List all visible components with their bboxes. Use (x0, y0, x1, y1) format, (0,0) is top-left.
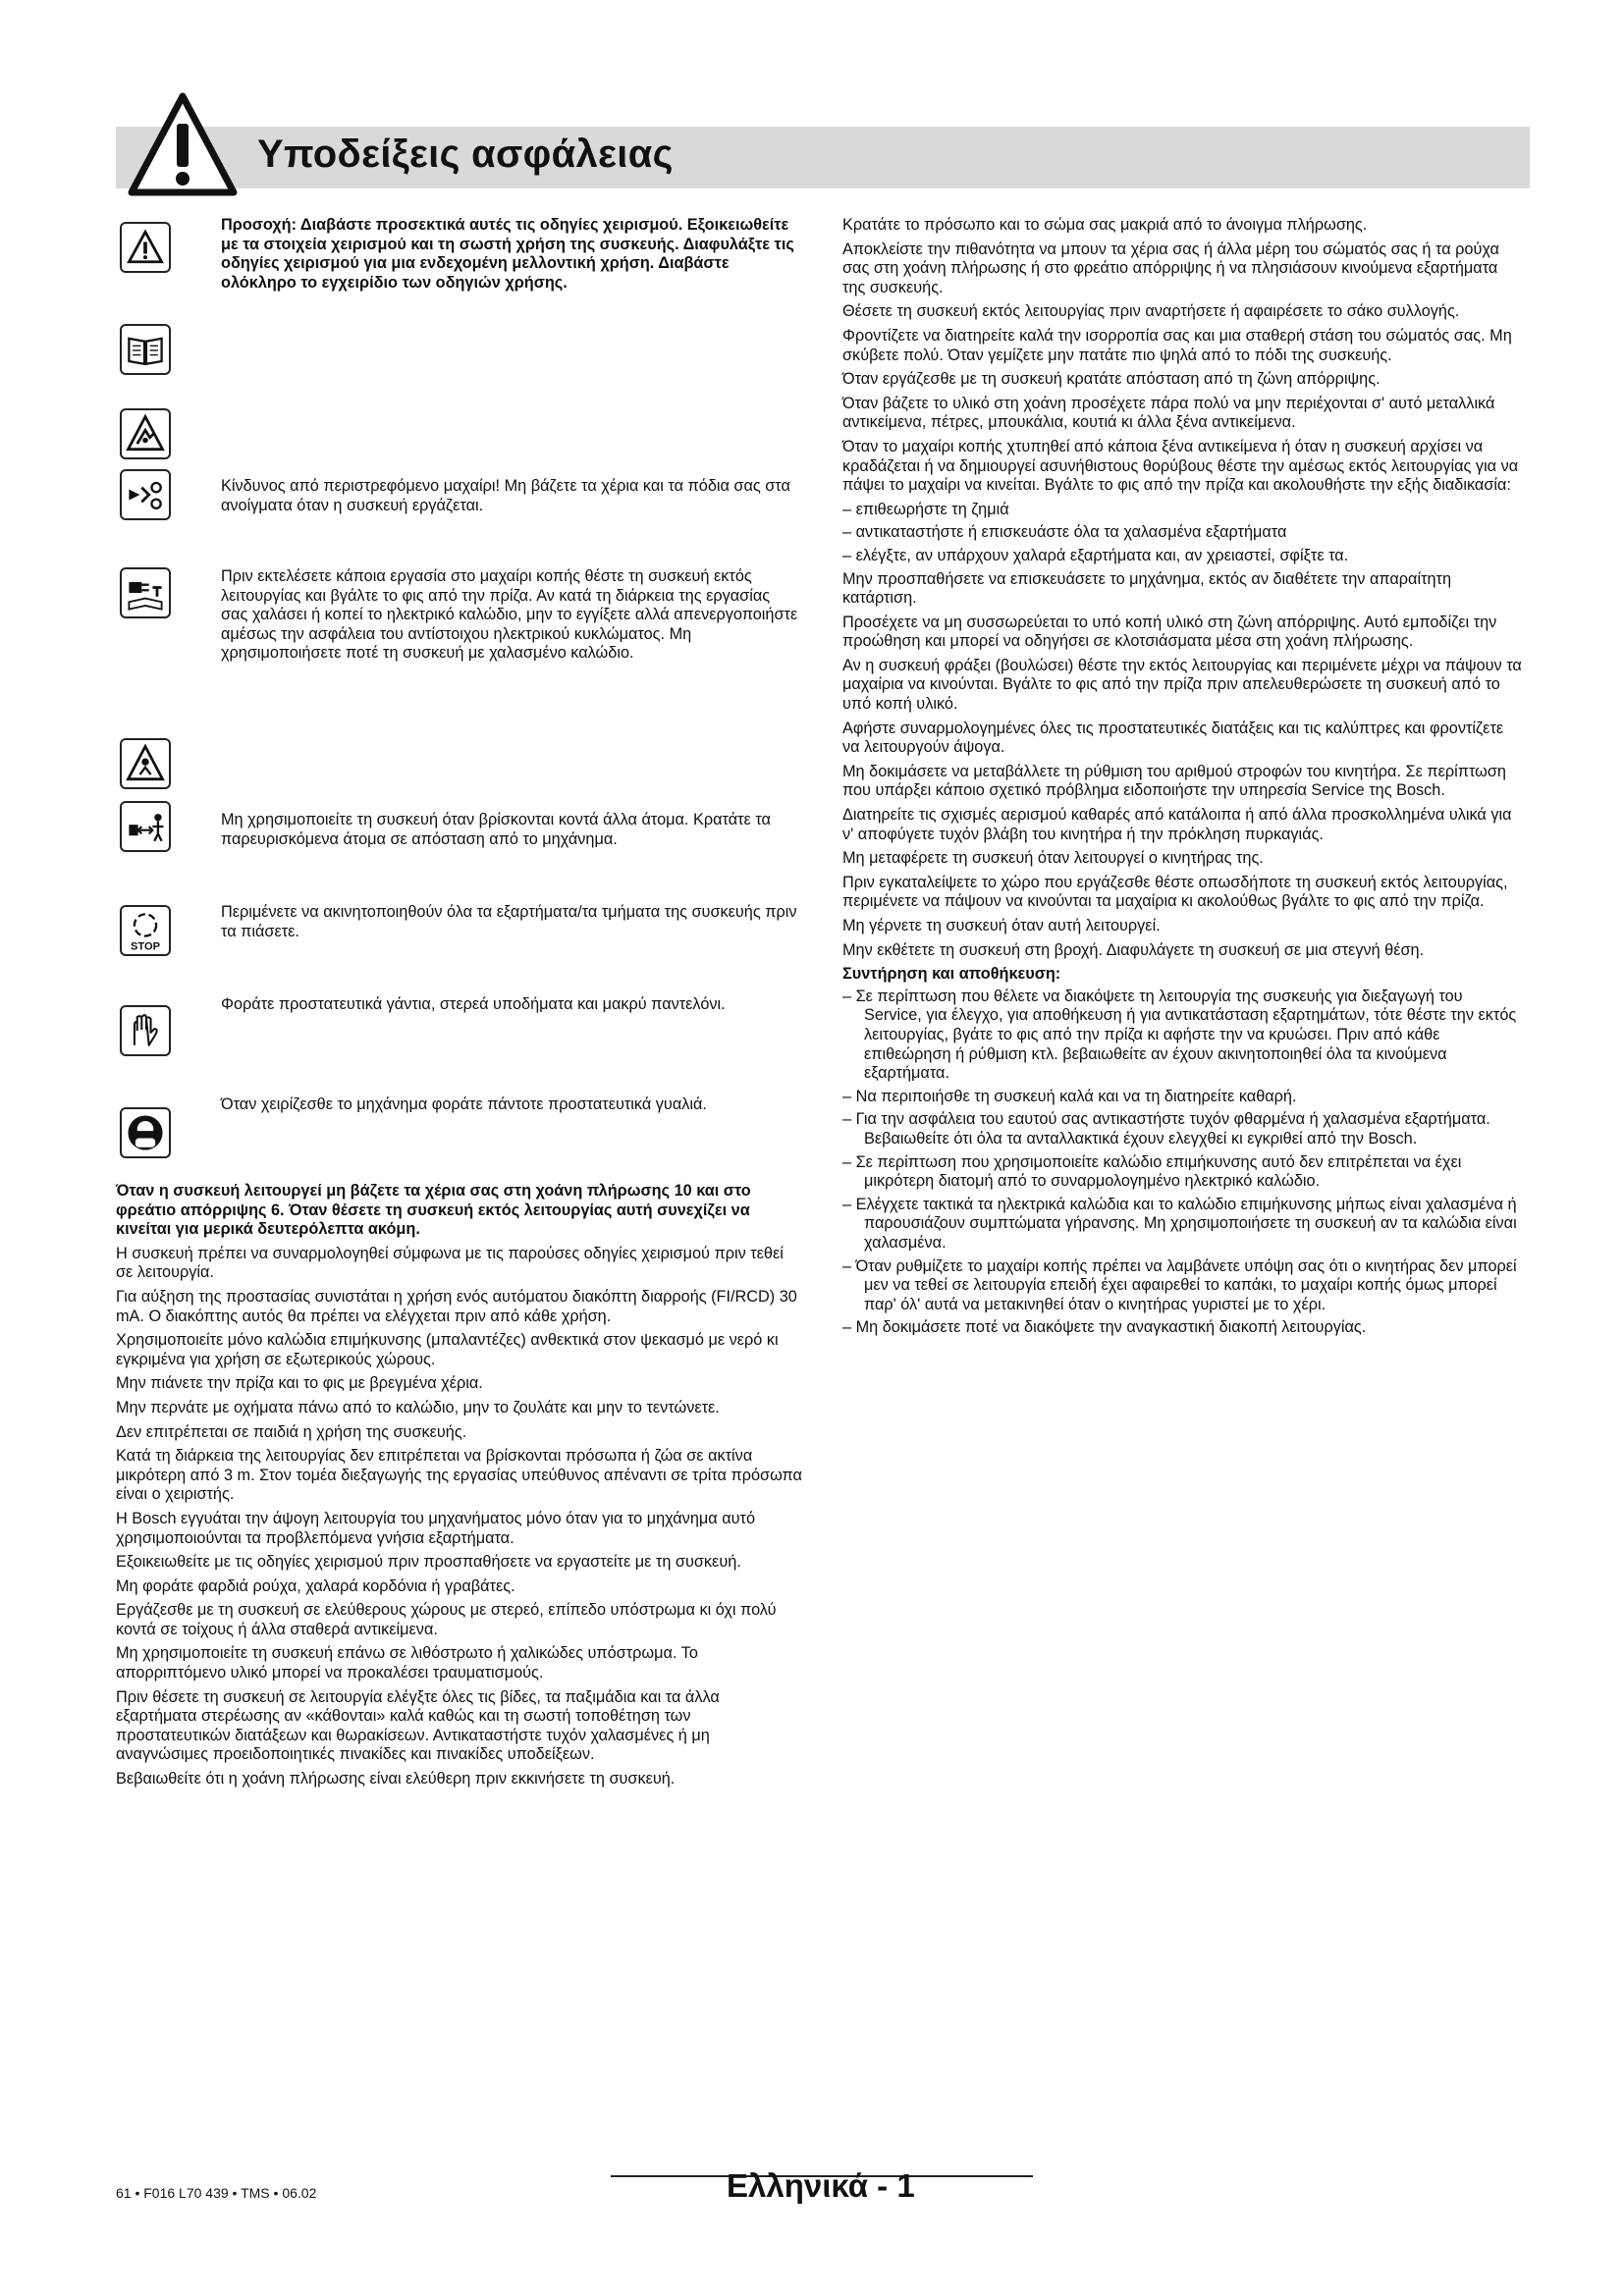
left-paragraph: Εξοικειωθείτε με τις οδηγίες χειρισμού πριν προσπαθήσετε να εργαστείτε με τη συσκευή. (116, 1553, 741, 1572)
left-paragraph: Δεν επιτρέπεται σε παιδιά η χρήση της συσκευής. (116, 1422, 467, 1441)
right-paragraph: Προσέχετε να μη συσσωρεύεται το υπό κοπή υλικό στη ζώνη απόρριψης. Αυτό εμποδίζει την προώθηση και μπορεί να οδηγήσει σε κλοτσιάσματα μέσα στη χοάνη πλήρωσης. (842, 613, 1497, 651)
maintenance-heading: Συντήρηση και αποθήκευση: (842, 965, 1061, 984)
left-body (116, 1182, 803, 1794)
list-item: – Σε περίπτωση που θέλετε να διακόψετε τη λειτουργία της συσκευής για διεξαγωγή του Service, για έλεγχο, για αποθήκευση ή για αντικατάσταση εξαρτημάτων, τότε θέστε την εκτός λειτουργίας, βγάτε το φις από την πρίζα κι αφήστε την να κρυώσει. Πριν από κάθε επιθεώρηση ή ρύθμιση κτλ. βεβαιωθείτε αν έχουν ακινητοποιηθεί όλα τα κινούμενα εξαρτήματα. (842, 987, 1517, 1083)
left-paragraph: Μην περνάτε με οχήματα πάνω από το καλώδιο, μην το ζουλάτε και μην το τεντώνετε. (116, 1398, 720, 1416)
right-paragraph: Όταν εργάζεσθε με τη συσκευή κρατάτε απόσταση από τη ζώνη απόρριψης. (842, 370, 1380, 389)
list-item: – Ελέγχετε τακτικά τα ηλεκτρικά καλώδια και το καλώδιο επιμήκυνσης μήπως είναι χαλασμένα ή παρουσιάζουν συμπτώματα γήρανσης. Μη χρησιμοποιήσετε τη συσκευή αν τα καλώδια είναι χαλασμένα. (842, 1195, 1517, 1252)
right-paragraph: Θέσετε τη συσκευή εκτός λειτουργίας πριν αναρτήσετε ή αφαιρέσετε το σάκο συλλογής. (842, 302, 1460, 321)
inspection-list (842, 501, 1522, 566)
unplug-text (221, 567, 800, 668)
right-paragraph: Μη δοκιμάσετε να μεταβάλλετε τη ρύθμιση του αριθμού στροφών του κινητήρα. Σε περίπτωση που υπάρξει κάποιο σχετικό πρόβλημα ειδοποιήστε την υπηρεσία Service της Bosch. (842, 762, 1506, 800)
icon-text-5: Όταν χειρίζεσθε το μηχάνημα φοράτε πάντοτε προστατευτικά γυαλιά. (221, 1095, 707, 1113)
document-code: 61 • F016 L70 439 • TMS • 06.02 (116, 2185, 317, 2201)
left-paragraph: Βεβαιωθείτε ότι η χοάνη πλήρωσης είναι ελεύθερη πριν εκκινήσετε τη συσκευή. (116, 1770, 676, 1789)
stop-text (221, 903, 800, 946)
list-item: – Μη δοκιμάσετε ποτέ να διακόψετε την αναγκαστική διακοπή λειτουργίας. (842, 1318, 1367, 1337)
right-paragraph: Μη μεταφέρετε τη συσκευή όταν λειτουργεί ο κινητήρας της. (842, 849, 1264, 868)
list-item: – Για την ασφάλεια του εαυτού σας αντικαστήστε τυχόν φθαρμένα ή χαλασμένα εξαρτήματα. Βεβαιωθείτε ότι όλα τα ανταλλακτικά έχουν ελεγχθεί κι εγκριθεί από την Bosch. (842, 1110, 1490, 1148)
list-item: – Να περιποιήσθε τη συσκευή καλά και να τη διατηρείτε καθαρή. (842, 1087, 1297, 1105)
list-item: – αντικαταστήστε ή επισκευάστε όλα τα χαλασμένα εξαρτήματα (842, 523, 1287, 542)
gloves-icon (120, 1005, 171, 1056)
left-paragraph: Πριν θέσετε τη συσκευή σε λειτουργία ελέγξτε όλες τις βίδες, τα παξιμάδια και τα άλλα εξαρτήματα στερέωσης αν «κάθονται» καλά καθώς και τη σωστή τοποθέτηση των προστατευτικών διατάξεων και θωρακίσεων. Αντικαταστήστε τυχόν χαλασμένες ή μη αναγνώσιμες προειδοποιητικές πινακίδες και πινακίδες υποδείξεων. (116, 1687, 720, 1764)
right-paragraph: Μην εκθέτετε τη συσκευή στη βροχή. Διαφυλάγετε τη συσκευή σε μια στεγνή θέση. (842, 940, 1425, 959)
stop-label: STOP (131, 940, 160, 953)
list-item: – Σε περίπτωση που χρησιμοποιείτε καλώδιο επιμήκυνσης αυτό δεν επιτρέπεται να έχει μικρότερη διατομή από το συναρμολογημένο ηλεκτρικό καλώδιο. (842, 1152, 1462, 1191)
icon-text-1: Πριν εκτελέσετε κάποια εργασία στο μαχαίρι κοπής θέστε τη συσκευή εκτός λειτουργίας και βγάλτε το φις από την πρίζα. Αν κατά τη διάρκεια της εργασίας σας χαλάσει ή κοπεί το ηλεκτρικό καλώδιο, μην το εγγίξετε αλλά απενεργοποιήστε αμέσως την ασφάλεια του αντίστοιχου ηλεκτρικού κυκλώματος. Μη χρησιμοποιήσετε ποτέ τη συσκευή με χαλασμένο καλώδιο. (221, 567, 798, 663)
list-item: – ελέγξτε, αν υπάρχουν χαλαρά εξαρτήματα και, αν χρειαστεί, σφίξτε τα. (842, 546, 1349, 564)
right-paragraph: Μη γέρνετε τη συσκευή όταν αυτή λειτουργεί. (842, 917, 1161, 934)
list-item: – Όταν ρυθμίζετε το μαχαίρι κοπής πρέπει να λαμβάνετε υπόψη σας ότι ο κινητήρας δεν μπορεί μεν να τεθεί σε λειτουργία επειδή έχει αφαιρεθεί το καπάκι, το μαχαίρι κοπής όμως μπορεί παρ' όλ' αυτά να μετακινηθεί όταν ο κινητήρας γυριστεί με το χέρι. (842, 1256, 1517, 1313)
left-paragraph: Μην πιάνετε την πρίζα και το φις με βρεγμένα χέρια. (116, 1374, 483, 1393)
left-paragraph: Εργάζεσθε με τη συσκευή σε ελεύθερους χώρους με στερεό, επίπεδο υπόστρωμα κι όχι πολύ κοντά σε τοίχους ή άλλα σταθερά αντικείμενα. (116, 1601, 777, 1638)
right-paragraph: Αποκλείστε την πιθανότητα να μπουν τα χέρια σας ή άλλα μέρη του σώματός σας ή τα ρούχα σας στη χοάνη πλήρωσης ή στο φρεάτιο απόρριψης ή να πλησιάσουν κινούμενα εξαρτήματα της συσκευής. (842, 240, 1499, 296)
right-paragraph: Αφήστε συναρμολογημένες όλες τις προστατευτικές διατάξεις και τις καλύπτρες και φροντίζετε να λειτουργούν άψογα. (842, 719, 1504, 757)
rotating-blade-icon (120, 408, 171, 459)
right-paragraph: Όταν το μαχαίρι κοπής χτυπηθεί από κάποια ξένα αντικείμενα ή όταν η συσκευή αρχίσει να κραδάζεται ή να δημιουργεί ασυνήθιστους θορύβους θέστε την αμέσως εκτός λειτουργίας για να πάψει το μαχαίρι να κινείται. Βγάλτε το φις από την πρίζα και ακολουθήστε την εξής διαδικασία: (842, 437, 1519, 495)
warning-triangle-icon (126, 90, 240, 198)
left-paragraph: Η Bosch εγγυάται την άψογη λειτουργία του μηχανήματος μόνο όταν για το μηχάνημα αυτό χρησιμοποιούνται τα προβλεπόμενα γνήσια εξαρτήματα. (116, 1509, 755, 1547)
goggles-text (221, 1095, 800, 1120)
page-title: Υποδείξεις ασφάλειας (257, 133, 674, 176)
stop-rotation-icon (120, 905, 171, 956)
right-body (842, 216, 1522, 1342)
unplug-icon (120, 567, 171, 618)
right-paragraph: Διατηρείτε τις σχισμές αερισμού καθαρές από κατάλοιπα ή από άλλα προσκολλημένα υλικά για ν' αποφύγετε τυχόν βλάβη του κινητήρα ή την πρόκληση πυρκαγιάς. (842, 806, 1512, 843)
left-paragraph: Χρησιμοποιείτε μόνο καλώδια επιμήκυνσης (μπαλαντέζες) ανθεκτικά στον ψεκασμό με νερό κι εγκριμένα για χρήση σε εξωτερικούς χώρους. (116, 1331, 779, 1368)
right-paragraph: Μην προσπαθήσετε να επισκευάσετε το μηχάνημα, εκτός αν διαθέτετε την απαραίτητη κατάρτιση. (842, 569, 1452, 608)
warning-icon (120, 222, 171, 273)
goggles-icon (120, 1107, 171, 1158)
gloves-text (221, 995, 800, 1020)
manual-book-icon (120, 324, 171, 375)
right-paragraph: Πριν εγκαταλείψετε το χώρο που εργάζεσθε θέστε οπωσδήποτε τη συσκευή εκτός λειτουργίας, περιμένετε να πάψουν να κινούνται τα μαχαίρια κι ακολούθως βγάλτε το φις από την πρίζα. (842, 873, 1508, 911)
hand-feet-hazard-icon (120, 469, 171, 520)
intro-text (221, 216, 800, 297)
right-paragraph: Φροντίζετε να διατηρείτε καλά την ισορροπία σας και μια σταθερή στάση του σώματός σας. Μη σκύβετε πολύ. Όταν γεμίζετε μην πατάτε πιο ψηλά από το πόδι της συσκευής. (842, 326, 1512, 364)
list-item: – επιθεωρήστε τη ζημιά (842, 500, 1009, 518)
keep-distance-icon (120, 801, 171, 852)
right-paragraph: Αν η συσκευή φράξει (βουλώσει) θέστε την εκτός λειτουργίας και περιμένετε μέχρι να πάψουν τα μαχαίρια να κινούνται. Βγάλτε το φις από την πρίζα πριν απελευθερώσετε τη συσκευή από το υπό κοπή υλικό. (842, 656, 1522, 714)
left-paragraph: Η συσκευή πρέπει να συναρμολογηθεί σύμφωνα με τις παρούσες οδηγίες χειρισμού πριν τεθεί σε λειτουργία. (116, 1244, 784, 1282)
icon-text-3: Περιμένετε να ακινητοποιηθούν όλα τα εξαρτήματα/τα τμήματα της συσκευής πριν τα πιάσετε. (221, 903, 797, 940)
left-paragraph: Μη φοράτε φαρδιά ρούχα, χαλαρά κορδόνια ή γραβάτες. (116, 1576, 515, 1595)
blade-warning-text (221, 477, 800, 520)
page-label: Ελληνικά - 1 (727, 2167, 915, 2204)
left-paragraph: Κατά τη διάρκεια της λειτουργίας δεν επιτρέπεται να βρίσκονται πρόσωπα ή ζώα σε ακτίνα μικρότερη από 3 m. Στον τομέα διεξαγωγής της εργασίας υπεύθυνος απέναντι σε τρίτα πρόσωπα είναι ο χειριστής. (116, 1447, 802, 1504)
left-paragraph: Για αύξηση της προστασίας συνιστάται η χρήση ενός αυτόματου διακόπτη διαρροής (FI/RCD) 30 mA. Ο διακόπτης αυτός θα πρέπει να ελέγχεται πριν από κάθε χρήση. (116, 1287, 797, 1325)
bystander-text (221, 811, 800, 854)
bystander-hazard-icon (120, 738, 171, 789)
intro-paragraph: Προσοχή: Διαβάστε προσεκτικά αυτές τις οδηγίες χειρισμού. Εξοικειωθείτε με τα στοιχεία χειρισμού και τη σωστή χρήση της συσκευής. Διαφυλάξτε τις οδηγίες χειρισμού για μια ενδεχομένη μελλοντική χρήση. Διαβάστε ολόκληρο το εγχειρίδιο των οδηγιών χρήσης. (221, 216, 794, 292)
icon-text-2: Μη χρησιμοποιείτε τη συσκευή όταν βρίσκονται κοντά άλλα άτομα. Κρατάτε τα παρευρισκόμενα άτομα σε απόσταση από το μηχάνημα. (221, 811, 771, 848)
maintenance-list (842, 988, 1522, 1338)
right-paragraph: Κρατάτε το πρόσωπο και το σώμα σας μακριά από το άνοιγμα πλήρωσης. (842, 216, 1368, 234)
left-paragraph: Μη χρησιμοποιείτε τη συσκευή επάνω σε λιθόστρωτο ή χαλικώδες υπόστρωμα. Το απορριπτόμενο υλικό μπορεί να προκαλέσει τραυματισμούς. (116, 1644, 698, 1682)
icon-text-0: Κίνδυνος από περιστρεφόμενο μαχαίρι! Μη βάζετε τα χέρια και τα πόδια σας στα ανοίγματα όταν η συσκευή εργάζεται. (221, 477, 790, 514)
icon-text-4: Φοράτε προστατευτικά γάντια, στερεά υποδήματα και μακρύ παντελόνι. (221, 995, 726, 1013)
left-bold-warning: Όταν η συσκευή λειτουργεί μη βάζετε τα χέρια σας στη χοάνη πλήρωσης 10 και στο φρεάτιο απόρριψης 6. Όταν θέσετε τη συσκευή εκτός λειτουργίας αυτή συνεχίζει να κινείται για μερικά δευτερόλεπτα ακόμη. (116, 1182, 751, 1239)
right-paragraph: Όταν βάζετε το υλικό στη χοάνη προσέχετε πάρα πολύ να μην περιέχονται σ' αυτό μεταλλικά αντικείμενα, πέτρες, μπουκάλια, κουτιά κι άλλα ξένα αντικείμενα. (842, 394, 1495, 432)
